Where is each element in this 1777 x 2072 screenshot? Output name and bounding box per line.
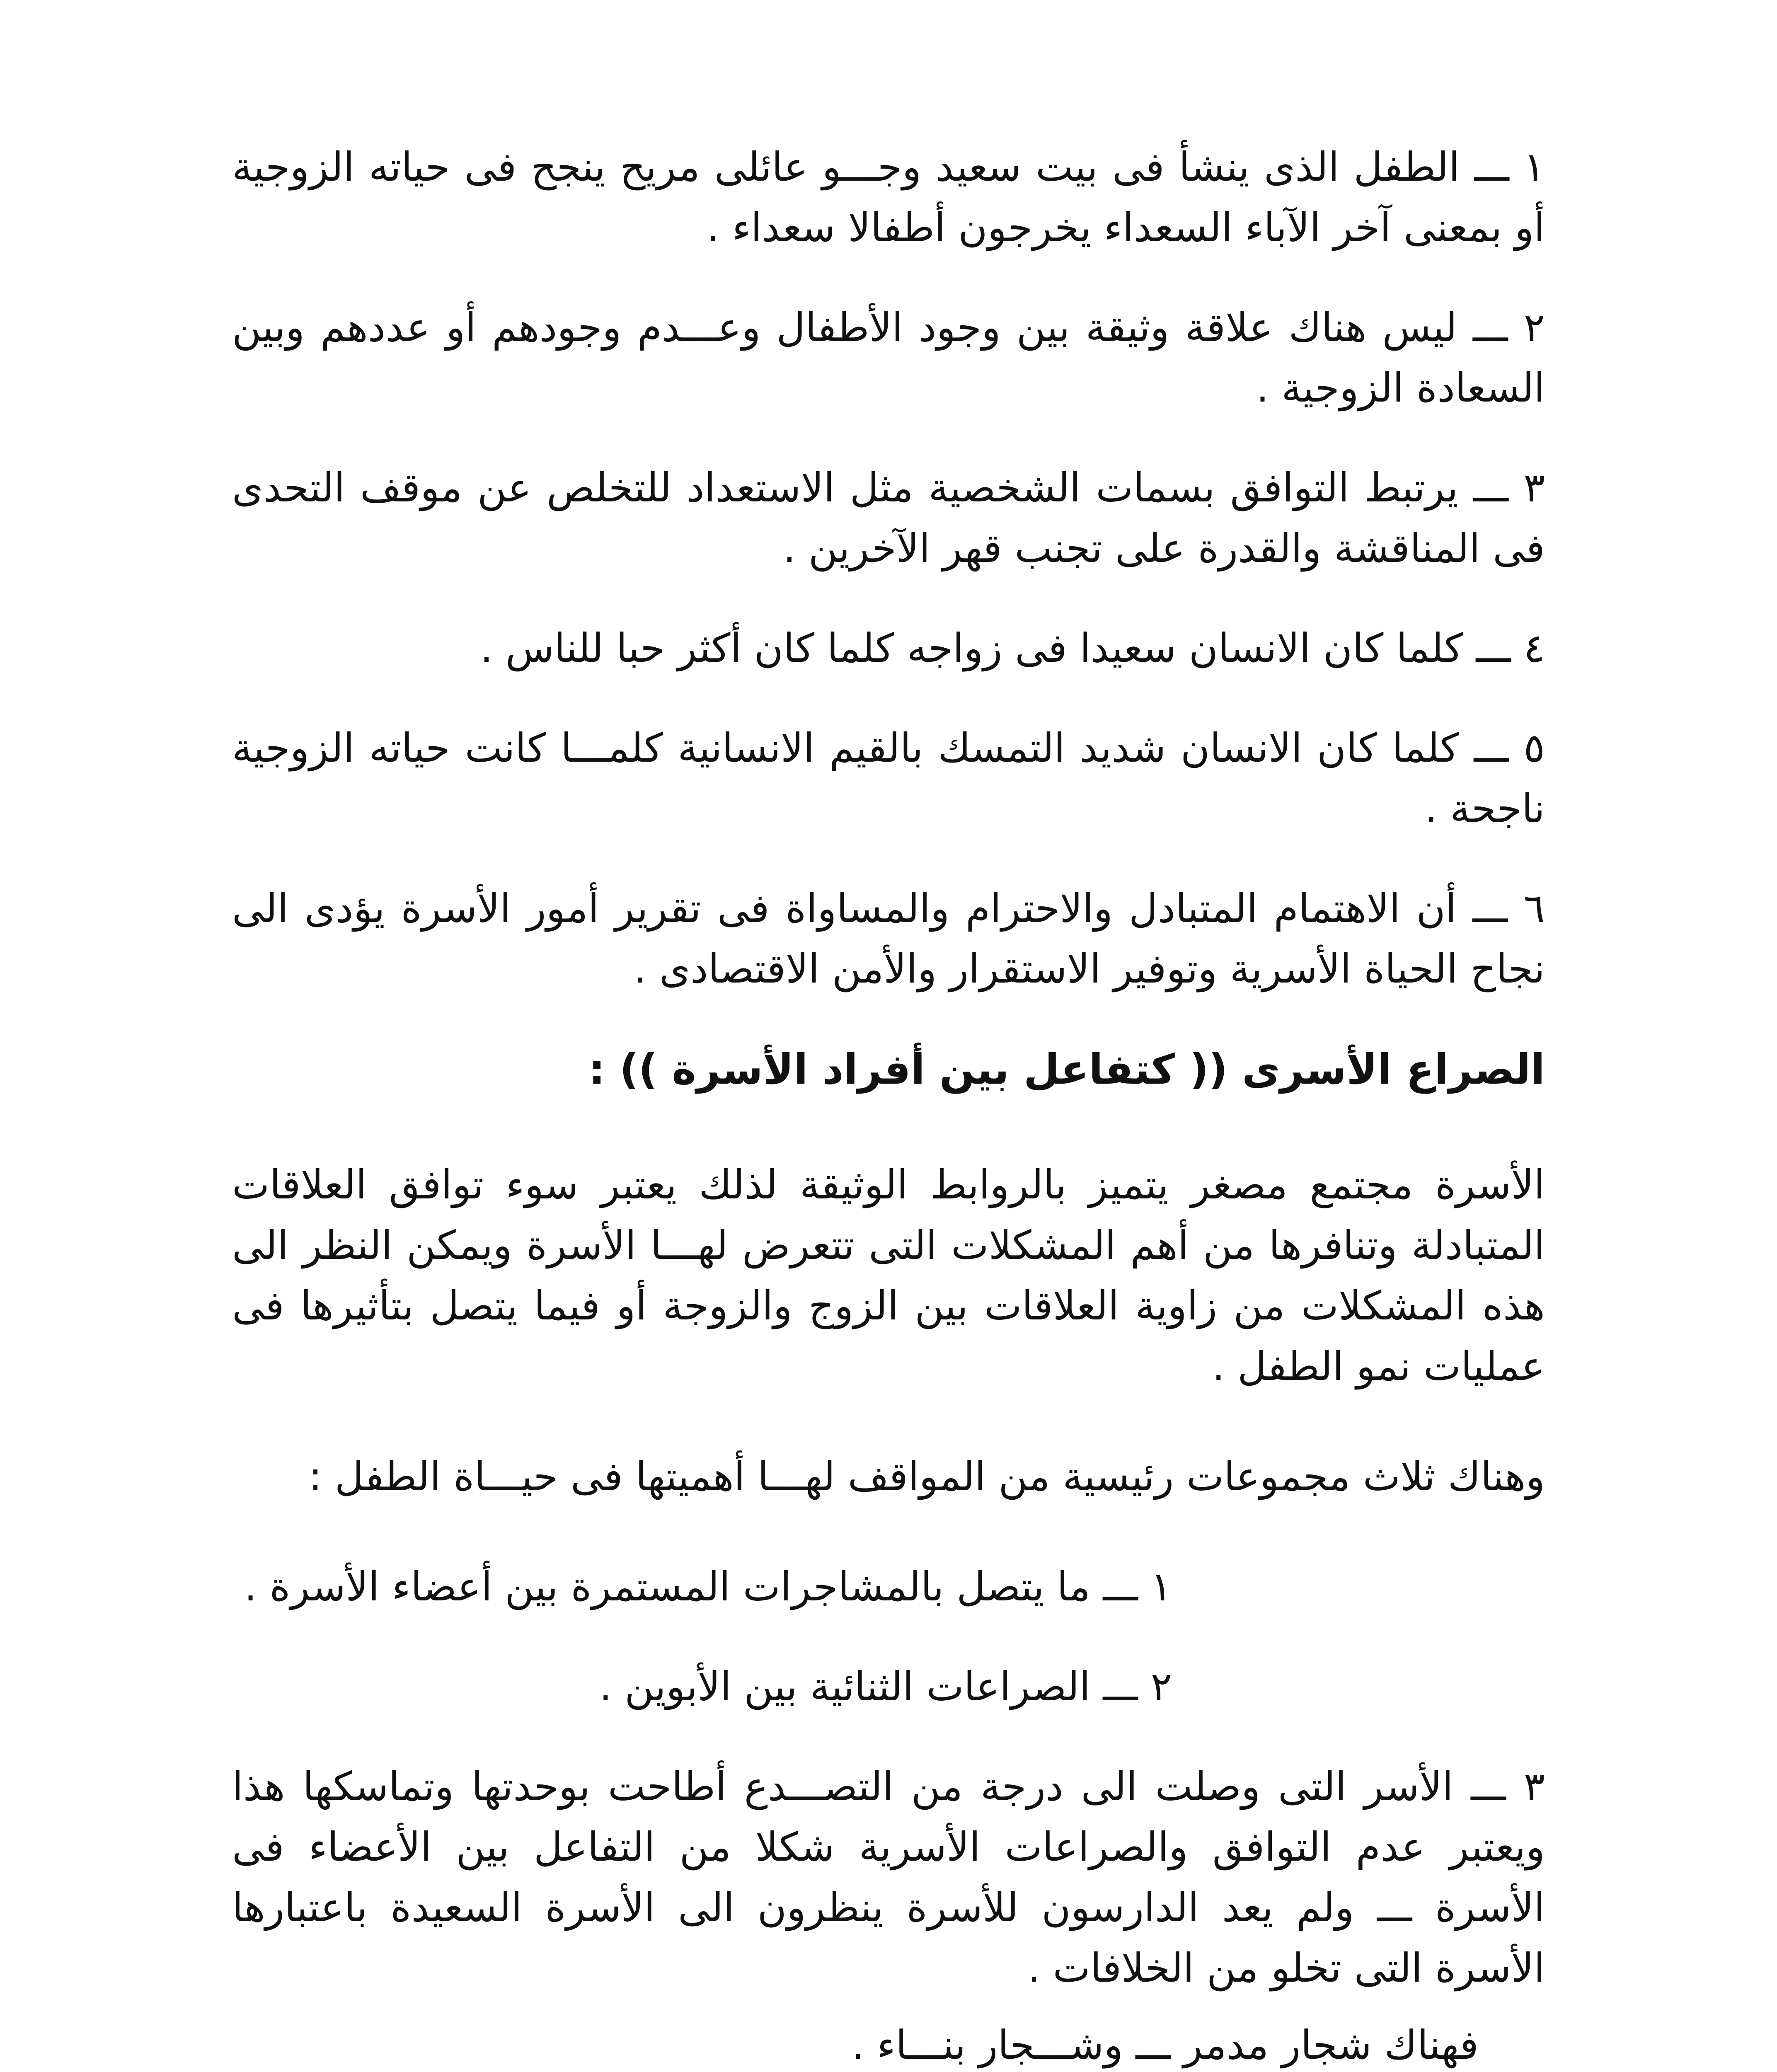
quarrel-types-line: فهناك شجار مدمر ـــ وشـــجار بنـــاء . (852, 2022, 1479, 2068)
list-item-number: ١ ـــ (1103, 1564, 1172, 1610)
list-item-number: ٢ ـــ (1103, 1663, 1172, 1710)
list-item-number: ١ ـــ (1474, 144, 1545, 190)
list-item-text: كلما كان الانسان شديد التمسك بالقيم الانسانية كلمـــا كانت حياته الزوجية ناجحة . (232, 725, 1545, 832)
list-item-text: أن الاهتمام المتبادل والاحترام والمساواة فى تقرير أمور الأسرة يؤدى الى نجاح الحياة الأسرية وتوفير الاستقرار والأمن الاقتصادى . (232, 885, 1545, 992)
list-item-3 (232, 457, 1545, 579)
list-item-2 (232, 297, 1545, 418)
paragraph-three-groups: وهناك ثلاث مجموعات رئيسية من المواقف لهـــا أهميتها فى حيـــاة الطفل : (308, 1453, 1545, 1500)
situation-item-3 (232, 1756, 1545, 1998)
list-item-text: الطفل الذى ينشأ فى بيت سعيد وجـــو عائلى مريح ينجح فى حياته الزوجية أو بمعنى آخر الآباء السعداء يخرجون أطفالا سعداء . (232, 144, 1545, 251)
situation-item-2 (232, 1656, 1172, 1717)
list-item-number: ٣ ـــ (1473, 465, 1545, 511)
list-item-text: ما يتصل بالمشاجرات المستمرة بين أعضاء الأسرة . (244, 1564, 1091, 1610)
list-item-text: الأسر التى وصلت الى درجة من التصـــدع أطاحت بوحدتها وتماسكها هذا ويعتبر عدم التوافق والصراعات الأسرية شكلا من التفاعل بين الأعضاء فى الأسرة ـــ ولم يعد الدارسون للأسرة ينظرون الى الأسرة السعيدة باعتبارها الأسرة التى تخلو من الخلافات . (232, 1763, 1545, 1991)
list-item-number: ٥ ـــ (1474, 725, 1545, 771)
list-item-6 (232, 878, 1545, 999)
section-heading: الصراع الأسرى (( كتفاعل بين أفراد الأسرة )) : (588, 1045, 1545, 1094)
list-item-text: الصراعات الثنائية بين الأبوين . (599, 1663, 1091, 1710)
paragraph-family-society: الأسرة مجتمع مصغر يتميز بالروابط الوثيقة لذلك يعتبر سوء توافق العلاقات المتبادلة وتنافرها من أهم المشكلات التى تتعرض لهـــا الأسرة ويمكن النظر الى هذه المشكلات من زاوية العلاقات بين الزوج والزوجة أو فيما يتصل بتأثيرها فى عمليات نمو الطفل . (232, 1162, 1545, 1389)
list-situations (232, 1556, 1545, 1998)
list-conclusions (232, 137, 1545, 999)
list-item-number: ٦ ـــ (1472, 885, 1545, 932)
situation-item-1 (232, 1556, 1172, 1617)
list-item-text: كلما كان الانسان سعيدا فى زواجه كلما كان أكثر حبا للناس . (480, 625, 1464, 671)
list-item-1 (232, 137, 1545, 258)
list-item-5 (232, 718, 1545, 839)
list-item-number: ٣ ـــ (1471, 1763, 1545, 1810)
list-item-text: ليس هناك علاقة وثيقة بين وجود الأطفال وعـــدم وجودهم أو عددهم وبين السعادة الزوجية . (232, 304, 1545, 411)
list-item-number: ٤ ـــ (1476, 625, 1545, 671)
list-item-text: يرتبط التوافق بسمات الشخصية مثل الاستعداد للتخلص عن موقف التحدى فى المناقشة والقدرة على تجنب قهر الآخرين . (232, 465, 1545, 571)
list-item-4 (232, 618, 1545, 678)
list-item-number: ٢ ـــ (1473, 304, 1545, 351)
